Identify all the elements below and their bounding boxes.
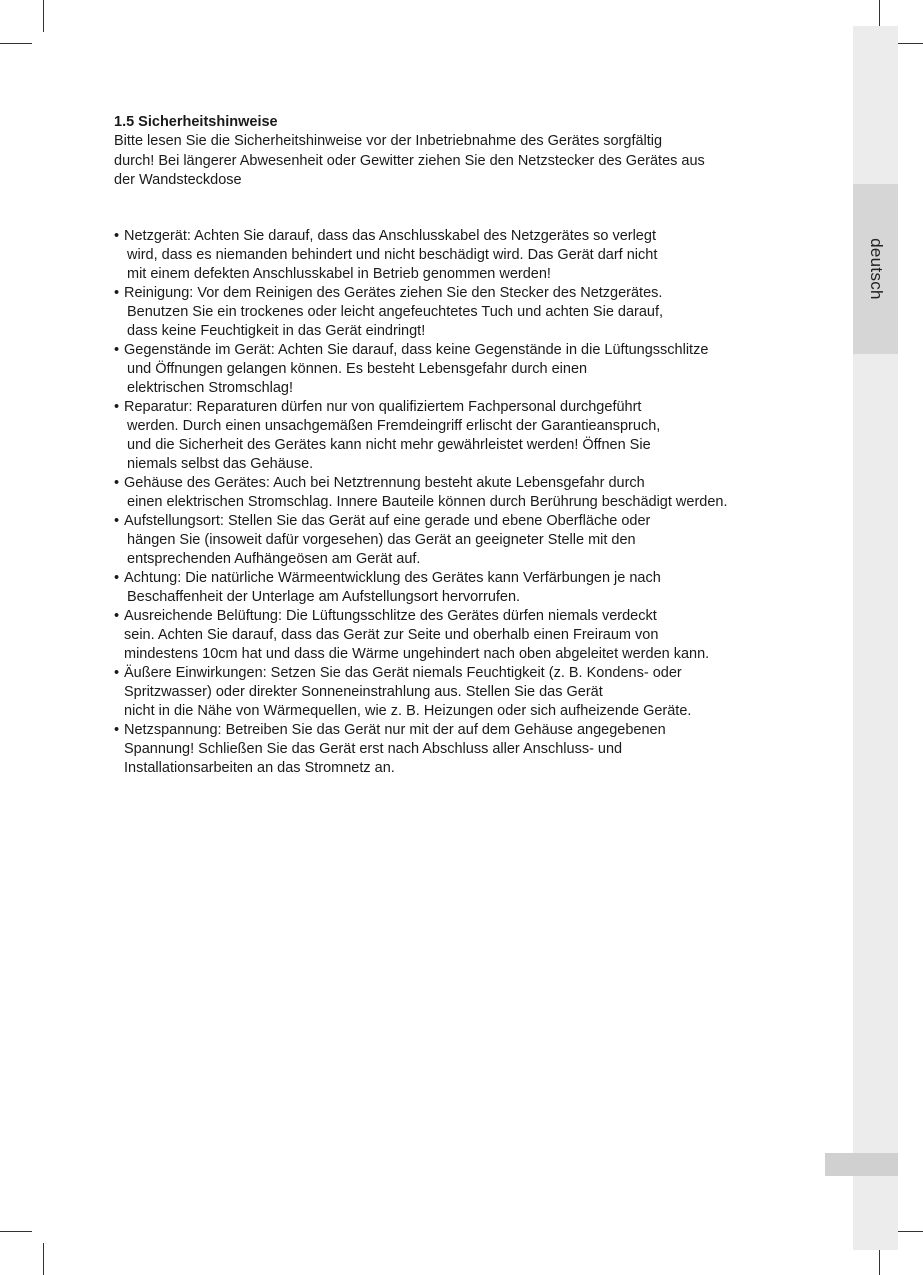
item-line: mindestens 10cm hat und dass die Wärme ungehindert nach oben abgeleitet werden kann. <box>124 646 710 662</box>
language-tab-label: deutsch <box>866 238 886 300</box>
item-line: einen elektrischen Stromschlag. Innere Bauteile können durch Berührung beschädigt werden. <box>127 494 728 510</box>
item-line: niemals selbst das Gehäuse. <box>127 456 314 472</box>
item-line: Reinigung: Vor dem Reinigen des Gerätes ziehen Sie den Stecker des Netzgerätes. <box>124 285 663 301</box>
item-line: Netzspannung: Betreiben Sie das Gerät nur mit der auf dem Gehäuse angegebenen <box>124 722 666 738</box>
intro-paragraph <box>114 132 844 191</box>
list-item-aufstellungsort <box>114 512 814 569</box>
crop-mark-bottom-left-h <box>0 1231 32 1232</box>
bullet-icon: • <box>114 722 120 738</box>
safety-list <box>114 227 814 778</box>
item-line: Installationsarbeiten an das Stromnetz an. <box>124 760 395 776</box>
item-line: Aufstellungsort: Stellen Sie das Gerät auf eine gerade und ebene Oberfläche oder <box>124 513 651 529</box>
item-line: Spannung! Schließen Sie das Gerät erst nach Abschluss aller Anschluss- und <box>124 741 623 757</box>
item-line: und Öffnungen gelangen können. Es besteht Lebensgefahr durch einen <box>127 361 588 377</box>
item-line: Gehäuse des Gerätes: Auch bei Netztrennung besteht akute Lebensgefahr durch <box>124 475 645 491</box>
crop-mark-top-left-v <box>43 0 44 32</box>
item-line: Achtung: Die natürliche Wärmeentwicklung des Gerätes kann Verfärbungen je nach <box>124 570 661 586</box>
list-item-einwirkungen <box>114 664 814 721</box>
item-line: dass keine Feuchtigkeit in das Gerät eindringt! <box>127 323 426 339</box>
item-line: werden. Durch einen unsachgemäßen Fremdeingriff erlischt der Garantieanspruch, <box>127 418 661 434</box>
item-line: Ausreichende Belüftung: Die Lüftungsschlitze des Gerätes dürfen niemals verdeckt <box>124 608 657 624</box>
item-line: Reparatur: Reparaturen dürfen nur von qualifiziertem Fachpersonal durchgeführt <box>124 399 642 415</box>
item-line: mit einem defekten Anschlusskabel in Betrieb genommen werden! <box>127 266 551 282</box>
list-item-reparatur <box>114 398 814 474</box>
intro-line: Bitte lesen Sie die Sicherheitshinweise vor der Inbetriebnahme des Gerätes sorgfältig <box>114 133 663 149</box>
item-line: entsprechenden Aufhängeösen am Gerät auf. <box>127 551 421 567</box>
item-line: Beschaffenheit der Unterlage am Aufstellungsort hervorrufen. <box>127 589 521 605</box>
list-item-netzspannung <box>114 721 814 778</box>
page-number-tab <box>825 1153 898 1176</box>
crop-mark-bottom-left-v <box>43 1243 44 1275</box>
language-tab[interactable] <box>853 184 898 354</box>
item-line: Netzgerät: Achten Sie darauf, dass das Anschlusskabel des Netzgerätes so verlegt <box>124 228 656 244</box>
item-line: Spritzwasser) oder direkter Sonneneinstrahlung aus. Stellen Sie das Gerät <box>124 684 603 700</box>
list-item-belueftung <box>114 607 814 664</box>
item-line: Gegenstände im Gerät: Achten Sie darauf, dass keine Gegenstände in die Lüftungsschlitze <box>124 342 709 358</box>
bullet-icon: • <box>114 228 120 244</box>
item-line: elektrischen Stromschlag! <box>127 380 294 396</box>
list-item-netzgeraet <box>114 227 814 284</box>
list-item-gehaeuse <box>114 474 814 512</box>
list-item-reinigung <box>114 284 814 341</box>
bullet-icon: • <box>114 285 120 301</box>
item-line: hängen Sie (insoweit dafür vorgesehen) das Gerät an geeigneter Stelle mit den <box>127 532 636 548</box>
bullet-icon: • <box>114 570 120 586</box>
crop-mark-top-left-h <box>0 43 32 44</box>
item-line: Benutzen Sie ein trockenes oder leicht angefeuchtetes Tuch und achten Sie darauf, <box>127 304 664 320</box>
list-item-gegenstaende <box>114 341 814 398</box>
bullet-icon: • <box>114 342 120 358</box>
bullet-icon: • <box>114 399 120 415</box>
bullet-icon: • <box>114 608 120 624</box>
bullet-icon: • <box>114 513 120 529</box>
intro-line: der Wandsteckdose <box>114 172 242 188</box>
intro-line: durch! Bei längerer Abwesenheit oder Gewitter ziehen Sie den Netzstecker des Gerätes aus <box>114 152 705 169</box>
section-title: 1.5 Sicherheitshinweise <box>114 114 278 130</box>
item-line: wird, dass es niemanden behindert und nicht beschädigt wird. Das Gerät darf nicht <box>127 247 658 263</box>
item-line: sein. Achten Sie darauf, dass das Gerät zur Seite und oberhalb einen Freiraum von <box>124 627 659 643</box>
item-line: und die Sicherheit des Gerätes kann nicht mehr gewährleistet werden! Öffnen Sie <box>127 437 651 453</box>
item-line: Äußere Einwirkungen: Setzen Sie das Gerät niemals Feuchtigkeit (z. B. Kondens- oder <box>124 665 682 681</box>
bullet-icon: • <box>114 665 120 681</box>
section-header <box>114 113 844 191</box>
bullet-icon: • <box>114 475 120 491</box>
list-item-achtung <box>114 569 814 607</box>
item-line: nicht in die Nähe von Wärmequellen, wie z. B. Heizungen oder sich aufheizende Geräte. <box>124 703 692 719</box>
